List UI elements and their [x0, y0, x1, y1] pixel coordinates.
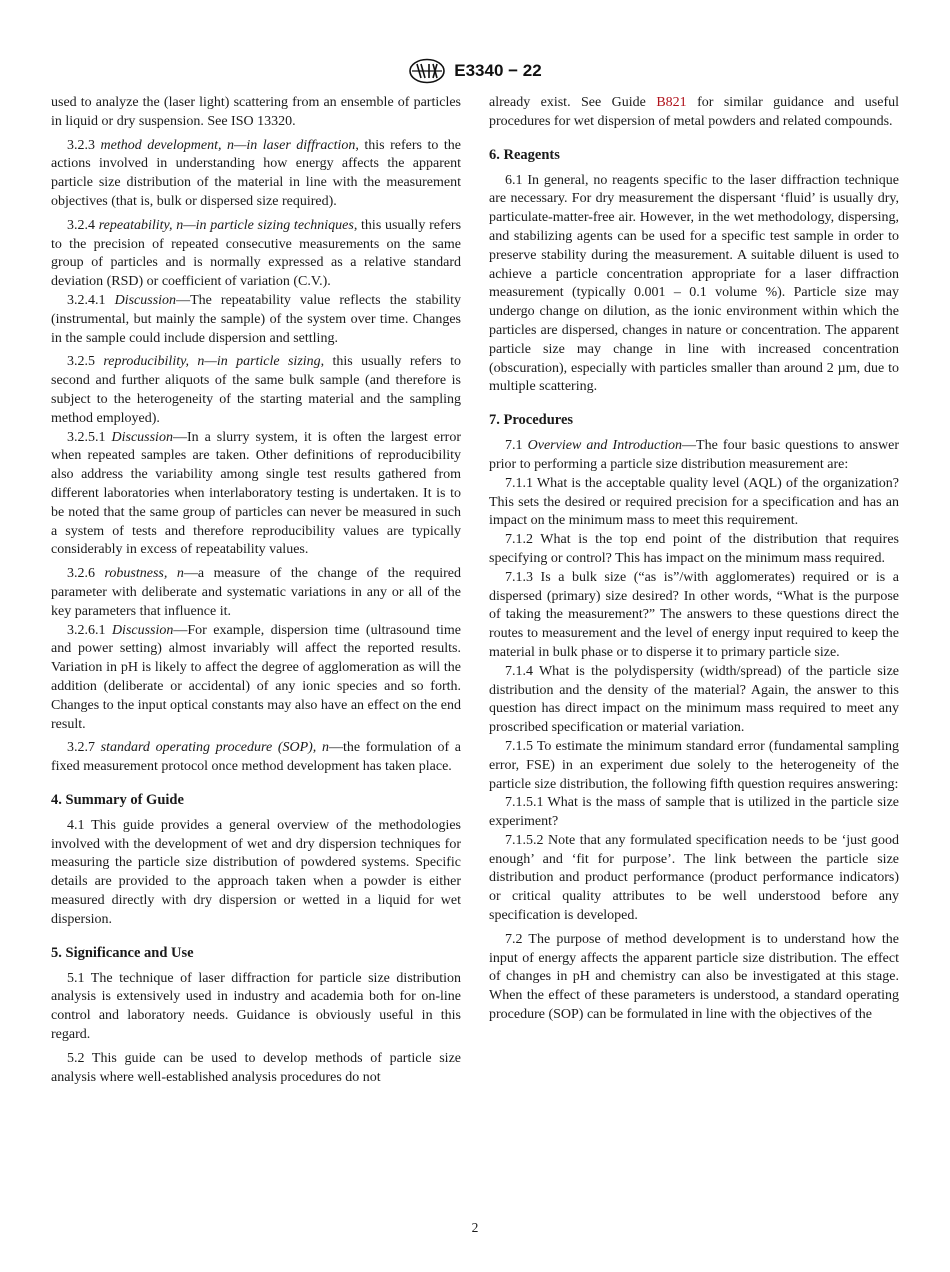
paragraph-7-1-5-2: 7.1.5.2 Note that any formulated specification needs to be ‘just good enough’ and ‘fit for purpose’. The link between the particle size distribution and product performance (product performance indicators) or critical quality attributes to be well understood before any specification is developed.	[489, 832, 899, 924]
paragraph-7-1-3: 7.1.3 Is a bulk size (“as is”/with agglomerates) required or is a dispersed (primary) size desired? In other words, “What is the purpose of taking the measurement?” The answers to these questions direct the routes to measurement and the level of energy input required to keep the material in bulk phase or to disperse it to primary particle size.	[489, 569, 899, 660]
right-column	[489, 94, 899, 1025]
paragraph-5-1: 5.1 The technique of laser diffraction for particle size distribution analysis is extensively used in industry and academia both for on-line control and laboratory needs. Guidance is obviously useful in this regard.	[51, 970, 461, 1043]
page-header	[0, 56, 950, 86]
left-column	[51, 94, 461, 1087]
paragraph-3-2-7: 3.2.7 standard operating procedure (SOP), n—the formulation of a fixed measurement protocol once method development has taken place.	[51, 740, 462, 775]
paragraph: used to analyze the (laser light) scattering from an ensemble of particles in liquid or dry suspension. See ISO 13320.	[51, 95, 461, 129]
paragraph-3-2-4-1: 3.2.4.1 Discussion—The repeatability value reflects the stability (instrumental, but mainly the sample) of the system over time. Changes in the sample could include dispersion and settling.	[51, 292, 462, 346]
paragraph-7-1-4: 7.1.4 What is the polydispersity (width/spread) of the particle size distribution and the density of the material? Again, the answer to this question has direct impact on the minimum mass required to meet any proscribed specification or material variation.	[489, 663, 899, 736]
paragraph-3-2-5-1: 3.2.5.1 Discussion—In a slurry system, it is often the largest error when repeated samples are taken. Other definitions of reproducibility also address the variability among single test results gathered from different laboratories when interlaboratory testing is undertaken. It is to be noted that the same group of particles can never be measured in such a system of tests and therefore reproducibility values are typically considerably in excess of repeatability values.	[51, 429, 462, 558]
paragraph-7-1-2: 7.1.2 What is the top end point of the distribution that requires specifying or control? This has impact on the minimum mass required.	[489, 532, 899, 566]
paragraph-3-2-3: 3.2.3 method development, n—in laser diffraction, this refers to the actions involved in understanding how energy affects the apparent particle size distribution of the material in line with the measurement objectives (that is, bulk or dispersed size required).	[51, 137, 461, 209]
paragraph-7-1-5: 7.1.5 To estimate the minimum standard error (fundamental sampling error, FSE) in an experiment due solely to the heterogeneity of the particle size distribution, the following fifth question requires answering:	[489, 738, 899, 792]
paragraph-4-1: 4.1 This guide provides a general overview of the methodologies involved with the development of wet and dry dispersion techniques for measuring the particle size distribution of powdered systems. Specific details are provided to the approach taken when a powder is either measured directly with dry dispersion or wetted in a liquid for wet dispersion.	[51, 817, 461, 927]
paragraph-3-2-6-1: 3.2.6.1 Discussion—For example, dispersion time (ultrasound time and power setting) almost invariably will affect the reported results. Variation in pH is likely to affect the degree of agglomeration as will the addition (deliberate or accidental) of any ionic species and so forth. Changes to the input optical constants may also have an effect on the end result.	[51, 622, 462, 732]
paragraph-3-2-4: 3.2.4 repeatability, n—in particle sizing techniques, this usually refers to the precision of repeated consecutive measurements on the same group of particles and is normally expressed as a relative standard deviation (RSD) or coefficient of variation (C.V.).	[51, 217, 462, 290]
section-heading-5: 5. Significance and Use	[51, 944, 194, 961]
paragraph-7-2: 7.2 The purpose of method development is to understand how the input of energy affects the apparent particle size distribution. The effect of changes in pH and chemistry can also be investigated at this stage. When the effect of these parameters is understood, a standard operating procedure (SOP) can be formulated in line with the objectives of the	[489, 931, 899, 1023]
paragraph: already exist. See Guide B821 for similar guidance and useful procedures for wet dispersion of metal powders and related compounds.	[489, 95, 900, 129]
section-heading-6: 6. Reagents	[489, 146, 560, 163]
reference-link-b821[interactable]: B821	[656, 95, 687, 110]
astm-logo-icon	[408, 58, 446, 84]
section-heading-4: 4. Summary of Guide	[51, 791, 184, 808]
paragraph-5-2: 5.2 This guide can be used to develop methods of particle size analysis where well-established analysis procedures do not	[51, 1050, 461, 1085]
paragraph-7-1: 7.1 Overview and Introduction—The four basic questions to answer prior to performing a particle size distribution measurement are:	[489, 438, 899, 472]
paragraph-7-1-1: 7.1.1 What is the acceptable quality level (AQL) of the organization? This sets the desired or required precision for a specification and has an impact on the minimum mass to meet this requirement.	[489, 475, 899, 529]
page-number: 2	[471, 1220, 479, 1235]
paragraph-7-1-5-1: 7.1.5.1 What is the mass of sample that is utilized in the particle size experiment?	[489, 795, 899, 830]
section-heading-7: 7. Procedures	[489, 412, 574, 429]
paragraph-3-2-5: 3.2.5 reproducibility, n—in particle sizing, this usually refers to second and further aliquots of the same bulk sample (and therefore is subject to the heterogeneity of the starting material and the sampling method employed).	[51, 354, 462, 426]
paragraph-3-2-6: 3.2.6 robustness, n—a measure of the change of the required parameter with deliberate and systematic variations in any or all of the key parameters that influence it.	[51, 566, 461, 619]
paragraph-6-1: 6.1 In general, no reagents specific to the laser diffraction technique are necessary. For dry measurement the dispersant ‘fluid’ is usually dry, particulate-matter-free air. However, in the wet methodology, dispersing, and stabilizing agents can be used for a specific test sample in order to preserve stability during the measurement. A suitable diluent is used to achieve a particle concentration appropriate for a laser diffraction measurement (typically 0.001 – 0.1 volume %). Particle size may undergo change on dilution, as the ionic environment within which the particles are dispersed, changes in nature or concentration. The apparent particle size may change in line with increased concentration (obscuration), especially with particles smaller than around 2 µm, due to multiple scattering.	[489, 172, 899, 395]
document-id: E3340 − 22	[454, 61, 542, 80]
